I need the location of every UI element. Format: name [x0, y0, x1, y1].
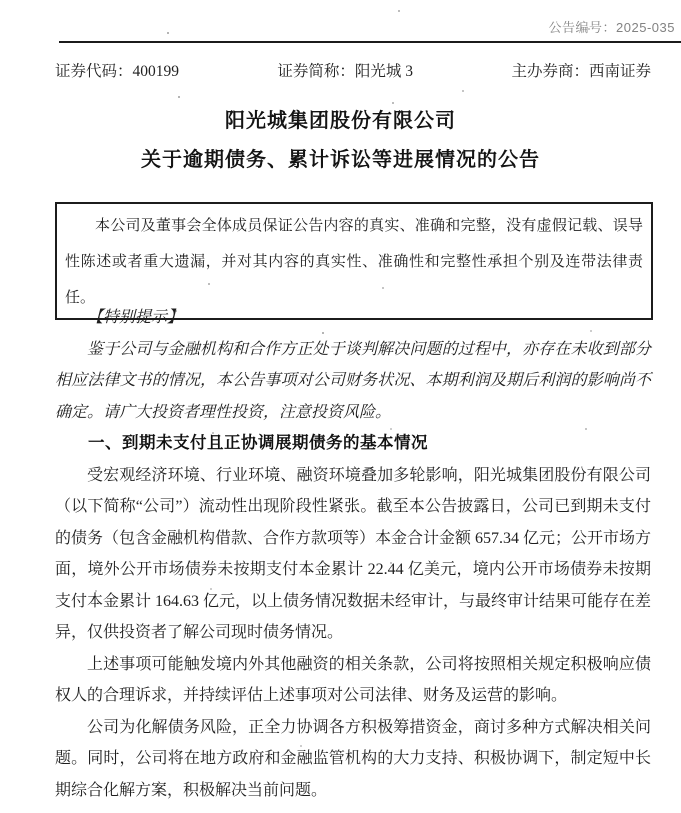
announcement-title: 关于逾期债务、累计诉讼等进展情况的公告: [141, 149, 540, 171]
scan-speckles: [0, 0, 2, 2]
section-1-paragraph-2: 上述事项可能触发境内外其他融资的相关条款，公司将按照相关规定积极响应债权人的合理诉求，并持续评估上述事项对公司法律、财务及运营的影响。: [55, 655, 651, 704]
securities-abbreviation: 证券简称：阳光城 3: [277, 63, 414, 80]
company-name-title: 阳光城集团股份有限公司: [225, 110, 456, 132]
securities-info-row: [55, 59, 651, 81]
lead-broker: 主办券商：西南证券: [511, 63, 651, 80]
special-notice-label: 【特别提示】: [87, 309, 184, 326]
special-notice-text: 鉴于公司与金融机构和合作方正处于谈判解决问题的过程中，亦存在未收到部分相应法律文书的情况，本公告事项对公司财务状况、本期利润及期后利润的影响尚不确定。请广大投资者理性投资，注意投资风险。: [55, 340, 651, 421]
section-1-paragraph-1: 受宏观经济环境、行业环境、融资环境叠加多轮影响，阳光城集团股份有限公司（以下简称“公司”）流动性出现阶段性紧张。截至本公告披露日，公司已到期未支付的债务（包含金融机构借款、合作方款项等）本金合计金额 657.34 亿元；公开市场方面，境外公开市场债券未按期支付本金累计 22.44 亿美元，境内公开市场债券未按期支付本金累计 164.63 亿元，以上债务情况数据未经审计，与最终审计结果可能存在差异，仅供投资者了解公司现时债务情况。: [55, 466, 652, 641]
securities-code: 证券代码：400199: [55, 63, 180, 80]
section-1-heading: 一、到期未支付且正协调展期债务的基本情况: [88, 434, 428, 452]
announcement-number: 公告编号：2025-035: [548, 20, 675, 35]
board-declaration-text: 本公司及董事会全体成员保证公告内容的真实、准确和完整，没有虚假记载、误导性陈述或者重大遗漏，并对其内容的真实性、准确性和完整性承担个别及连带法律责任。: [65, 218, 643, 306]
header-rule: [59, 41, 681, 43]
section-1-paragraph-3: 公司为化解债务风险，正全力协调各方积极筹措资金，商讨多种方式解决相关问题。同时，公司将在地方政府和金融监管机构的大力支持、积极协调下，制定短中长期综合化解方案，积极解决当前问题。: [55, 718, 651, 799]
announcement-body: [55, 302, 651, 806]
